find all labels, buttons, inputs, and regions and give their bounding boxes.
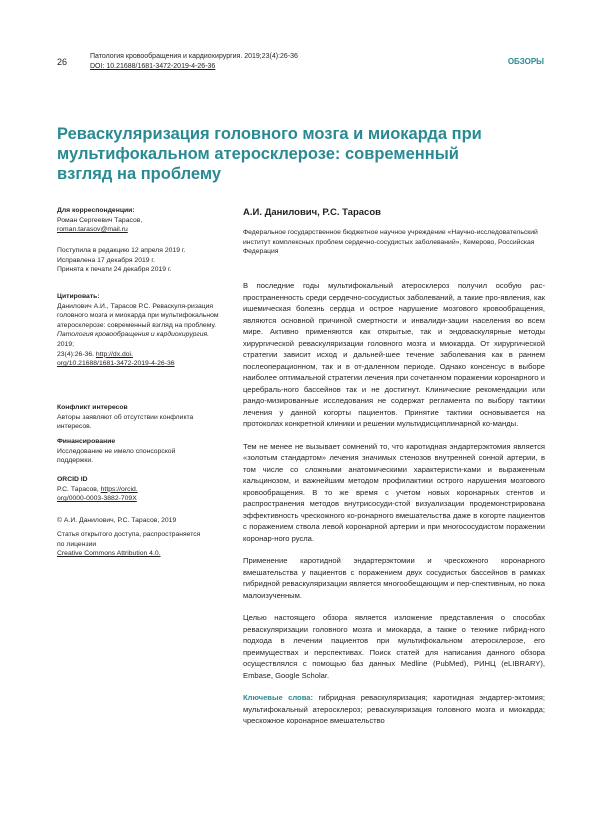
orcid-link-1[interactable]: https://orcid. <box>100 485 138 493</box>
cite-text: Данилович А.И., Тарасов Р.С. Реваскуля-ризация головного мозга и миокарда при мультифокальном атеросклерозе: современный взгляд на проблему. <box>57 302 219 329</box>
conflict-block <box>57 403 207 432</box>
copyright: © А.И. Данилович, Р.С. Тарасов, 2019 <box>57 517 177 524</box>
license-text: Статья открытого доступа, распространяется по лицензии <box>57 531 201 548</box>
authors: А.И. Данилович, Р.С. Тарасов <box>243 207 381 218</box>
orcid-link-2[interactable]: org/0000-0003-3882-709X <box>57 495 137 503</box>
affiliation: Федеральное государственное бюджетное научное учреждение «Научно-исследовательский институт комплексных проблем сердечно-сосудистых заболеваний», Кемерово, Российская Федерация <box>243 229 538 256</box>
section-label: ОБЗОРЫ <box>507 57 544 66</box>
page-number: 26 <box>57 57 68 67</box>
keywords-label: Ключевые слова: <box>243 693 314 702</box>
cite-doi-link-2[interactable]: org/10.21688/1681-3472-2019-4-26-36 <box>57 360 175 368</box>
journal-line: Патология кровообращения и кардиохирургия. 2019;23(4):26-36 <box>90 53 298 60</box>
cite-journal: Патология кровообращения и кардиохирургия. <box>57 331 210 339</box>
abstract-body <box>243 280 545 738</box>
doi-link[interactable]: DOI: 10.21688/1681-3472-2019-4-26-36 <box>90 63 216 70</box>
abstract-paragraph-3: Применение каротидной эндартерэктомии и чрескожного коронарного вмешательства у пациентов с поражением двух сосудистых бассейнов в рамках гибридной реваскуляризации является многообещающим и пер-спективным, но пока малоизученным. <box>243 556 545 600</box>
orcid-block <box>57 475 227 504</box>
article-title: Реваскуляризация головного мозга и миокарда при мультифокальном атеросклерозе: современный взгляд на проблему <box>57 125 482 183</box>
correspondence-label: Для корреспонденции: <box>57 207 135 214</box>
abstract-paragraph-1: В последние годы мультифокальный атеросклероз получил особую рас-пространенность среди сердечно-сосудистых заболеваний, а такие про-явления, как ишемическая болезнь сердца и острое нарушение мозгового кровообращения, являются основной причиной смертности и инвалиди-зации населения во всем мире. Активно применяются как открытые, так и эндоваскулярные методы хирургической реваскуляризации головного мозга и миокарда. От хирургической стратегии зависит исход и дальней-шее течение заболевания как в раннем послеоперационном, так и в от-даленном периоде. Однако консенсус в выборе наиболее оптимальной стратегии лечения при сочетанном поражении коронарного и церебраль-ного бассейнов так и не достигнут. Клинические рекомендации или рандо-мизированные исследования не содержат регламента по выбору тактики лечения у данной когорты пациентов. Принятие тактики основывается на протоколах конкретной клиники и решении мультидисциплинарной ко-манды. <box>243 281 545 428</box>
dates-block <box>57 246 227 275</box>
license-block <box>57 530 207 559</box>
correspondence-block <box>57 206 227 235</box>
date-received: Поступила в редакцию 12 апреля 2019 г. <box>57 247 186 254</box>
cite-label: Цитировать: <box>57 293 100 300</box>
orcid-label: ORCID ID <box>57 476 88 483</box>
abstract-paragraph-4: Целью настоящего обзора является изложение представления о способах реваскуляризации головного мозга и миокарда, а также о технике гибрид-ного подхода в лечении пациентов при мультифокальном атеросклерозе, его преимуществах и перспективах. Поиск статей для написания данного обзора осуществлялся с помощью баз данных Medline (PubMed), РИНЦ (eLIBRARY), Embase, Google Scholar. <box>243 613 545 680</box>
orcid-name: Р.С. Тарасов, <box>57 485 99 493</box>
journal-citation <box>90 52 298 72</box>
cite-year: 2019; <box>57 340 75 348</box>
funding-label: Финансирование <box>57 438 116 445</box>
funding-text: Исследование не имело спонсорской поддержки. <box>57 447 176 465</box>
keywords-text: гибридная реваскуляризация; каротидная эндартер-эктомия; мультифокальный атеросклероз; реваскуляризация головного мозга и миокарда; чрескожное коронарное вмешательство <box>243 693 545 725</box>
cite-block <box>57 292 225 369</box>
date-accepted: Принята к печати 24 декабря 2019 г. <box>57 266 172 274</box>
conflict-label: Конфликт интересов <box>57 404 128 411</box>
abstract-paragraph-2: Тем не менее не вызывает сомнений то, что каротидная эндартерэктомия является «золотым стандартом» лечения значимых стенозов внутренней сонной артерии, в том числе со сложными анатомическими характеристи-ками и выраженным кальцинозом, и важнейшим методом профилактики острого нарушения мозгового кровообращения. В то же время с учетом новых коронарных стентов и распространения методов внутрисосуди-стой визуализации продемонстрирована эффективность чрескожного ко-ронарного вмешательства даже в когорте пациентов с поражением ствола левой коронарной артерии и при многососудистом поражении коронар-ного русла. <box>243 441 545 543</box>
keywords-paragraph <box>243 692 545 727</box>
license-link[interactable]: Creative Commons Attribution 4.0. <box>57 550 161 558</box>
cite-pages: 23(4):26-36. <box>57 350 95 358</box>
conflict-text: Авторы заявляют об отсутствии конфликта интересов. <box>57 413 194 431</box>
correspondence-name: Роман Сергеевич Тарасов, <box>57 216 143 224</box>
date-revised: Исправлена 17 декабря 2019 г. <box>57 256 155 264</box>
cite-doi-link-1[interactable]: http://dx.doi. <box>95 350 133 358</box>
correspondence-email[interactable]: roman.tarasov@mail.ru <box>57 226 128 234</box>
funding-block <box>57 437 207 466</box>
